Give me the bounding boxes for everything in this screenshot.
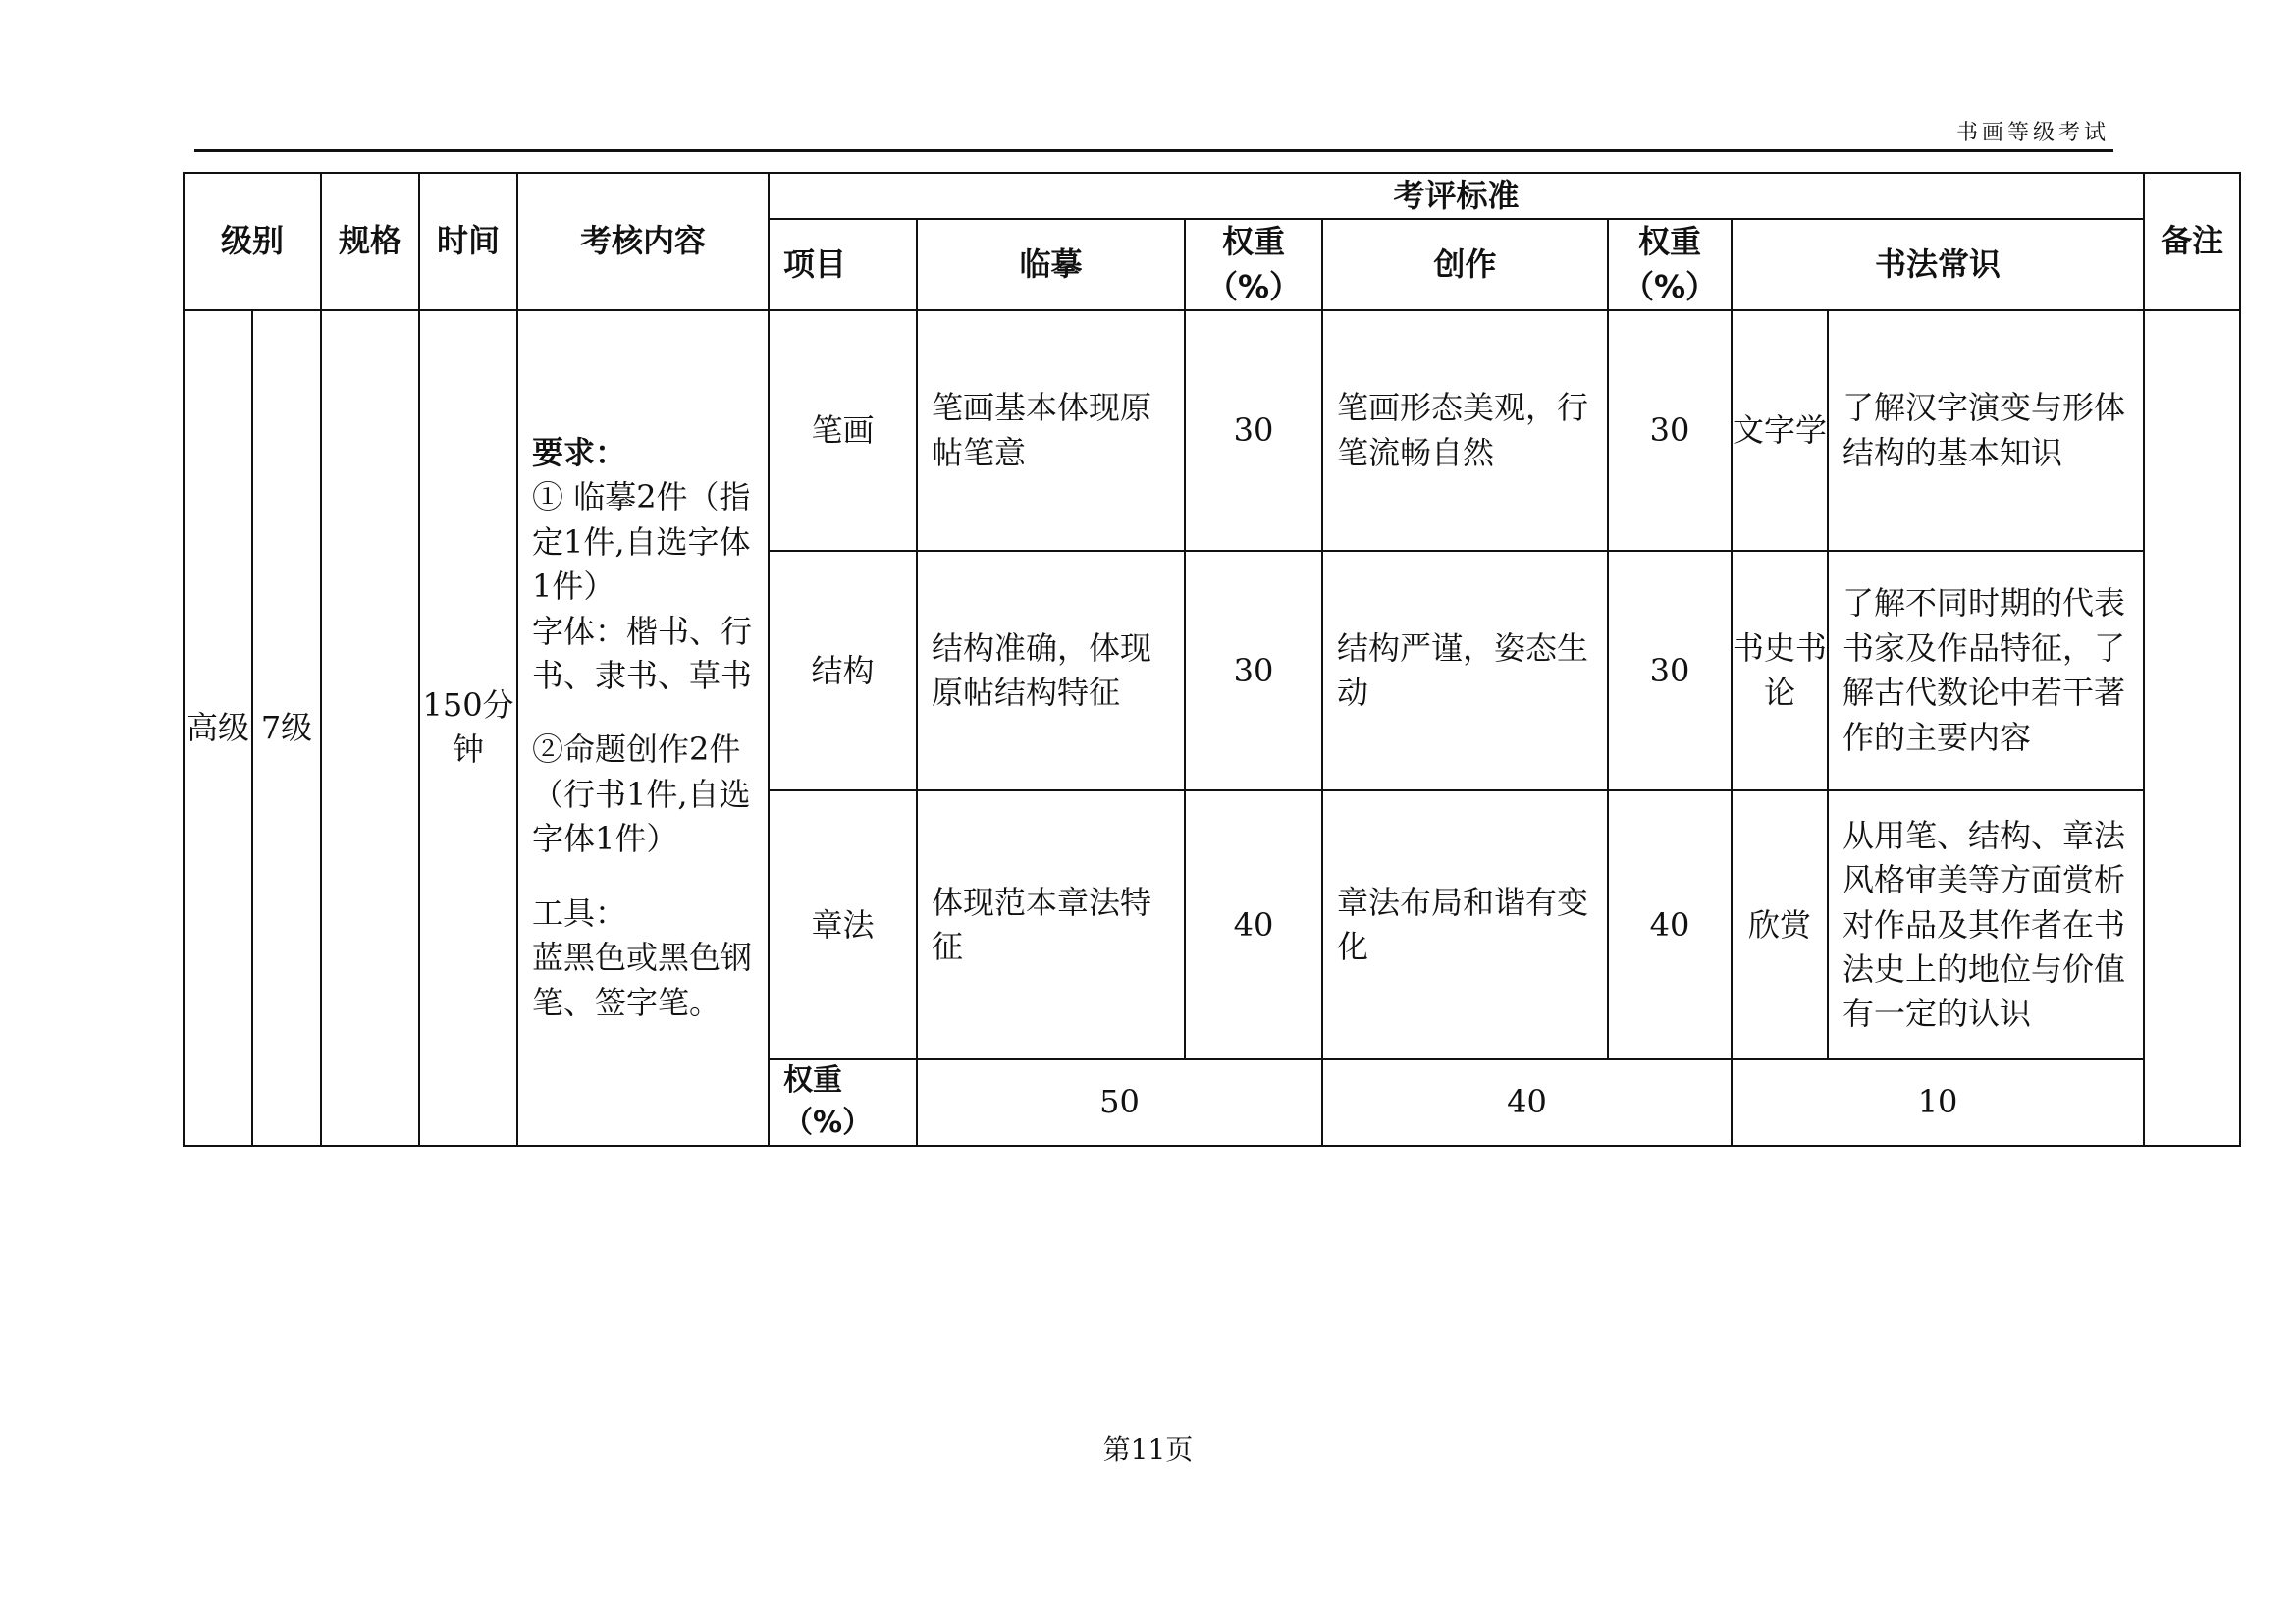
page-header xyxy=(0,0,2296,157)
row-knowledge-desc: 了解汉字演变与形体结构的基本知识 xyxy=(1828,310,2144,551)
time-value: 150分钟 xyxy=(419,310,517,1145)
row-weight-copying: 30 xyxy=(1185,551,1322,790)
level-grade: 7级 xyxy=(252,310,321,1145)
header-item: 项目 xyxy=(769,219,917,310)
header-row-1 xyxy=(184,173,2240,219)
row-knowledge-desc: 了解不同时期的代表书家及作品特征，了解古代数论中若干著作的主要内容 xyxy=(1828,551,2144,790)
header-knowledge: 书法常识 xyxy=(1732,219,2144,310)
row-weight-creation: 30 xyxy=(1608,551,1732,790)
header-weight-creation: 权重（%） xyxy=(1608,219,1732,310)
row-knowledge-topic: 欣赏 xyxy=(1732,790,1828,1059)
header-rule xyxy=(194,149,2113,152)
exam-standard-table xyxy=(183,172,2241,1147)
row-copying: 体现范本章法特征 xyxy=(917,790,1185,1059)
row-item: 章法 xyxy=(769,790,917,1059)
tools-title: 工具： xyxy=(532,893,627,932)
page-number: 第11页 xyxy=(1102,1434,1194,1466)
remark-cell xyxy=(2144,310,2240,1145)
row-weight-copying: 30 xyxy=(1185,310,1322,551)
row-knowledge-topic: 书史书论 xyxy=(1732,551,1828,790)
header-weight-copying: 权重（%） xyxy=(1185,219,1322,310)
content-requirements xyxy=(517,310,769,1145)
weight-creation-total: 40 xyxy=(1322,1059,1732,1145)
row-creation: 结构严谨，姿态生动 xyxy=(1322,551,1608,790)
spacer xyxy=(532,698,758,728)
row-creation: 章法布局和谐有变化 xyxy=(1322,790,1608,1059)
requirement-copying: ① 临摹2件（指定1件,自选字体1件） xyxy=(532,478,751,606)
row-item: 结构 xyxy=(769,551,917,790)
requirement-creation: ②命题创作2件（行书1件,自选字体1件） xyxy=(532,731,751,858)
row-weight-creation: 40 xyxy=(1608,790,1732,1059)
row-knowledge-desc: 从用笔、结构、章法风格审美等方面赏析对作品及其作者在书法史上的地位与价值有一定的认识 xyxy=(1828,790,2144,1059)
row-copying: 结构准确，体现原帖结构特征 xyxy=(917,551,1185,790)
header-spec: 规格 xyxy=(321,173,419,310)
header-creation: 创作 xyxy=(1322,219,1608,310)
row-knowledge-topic: 文字学 xyxy=(1732,310,1828,551)
weight-copying-total: 50 xyxy=(917,1059,1322,1145)
spec-value xyxy=(321,310,419,1145)
row-item: 笔画 xyxy=(769,310,917,551)
header-standard: 考评标准 xyxy=(769,173,2144,219)
level-name: 高级 xyxy=(184,310,252,1145)
header-level: 级别 xyxy=(184,173,321,310)
requirements-title: 要求： xyxy=(532,433,627,471)
requirement-fonts: 字体：楷书、行书、隶书、草书 xyxy=(532,612,753,694)
weight-label: 权重（%） xyxy=(769,1059,917,1145)
header-time: 时间 xyxy=(419,173,517,310)
header-content: 考核内容 xyxy=(517,173,769,310)
row-weight-creation: 30 xyxy=(1608,310,1732,551)
header-copying: 临摹 xyxy=(917,219,1185,310)
row-copying: 笔画基本体现原帖笔意 xyxy=(917,310,1185,551)
tools-list: 蓝黑色或黑色钢笔、签字笔。 xyxy=(532,939,753,1021)
row-creation: 笔画形态美观，行笔流畅自然 xyxy=(1322,310,1608,551)
spacer xyxy=(532,862,758,892)
header-title: 书画等级考试 xyxy=(1955,121,2109,145)
header-remark: 备注 xyxy=(2144,173,2240,310)
row-weight-copying: 40 xyxy=(1185,790,1322,1059)
table-row xyxy=(184,310,2240,551)
weight-knowledge-total: 10 xyxy=(1732,1059,2144,1145)
